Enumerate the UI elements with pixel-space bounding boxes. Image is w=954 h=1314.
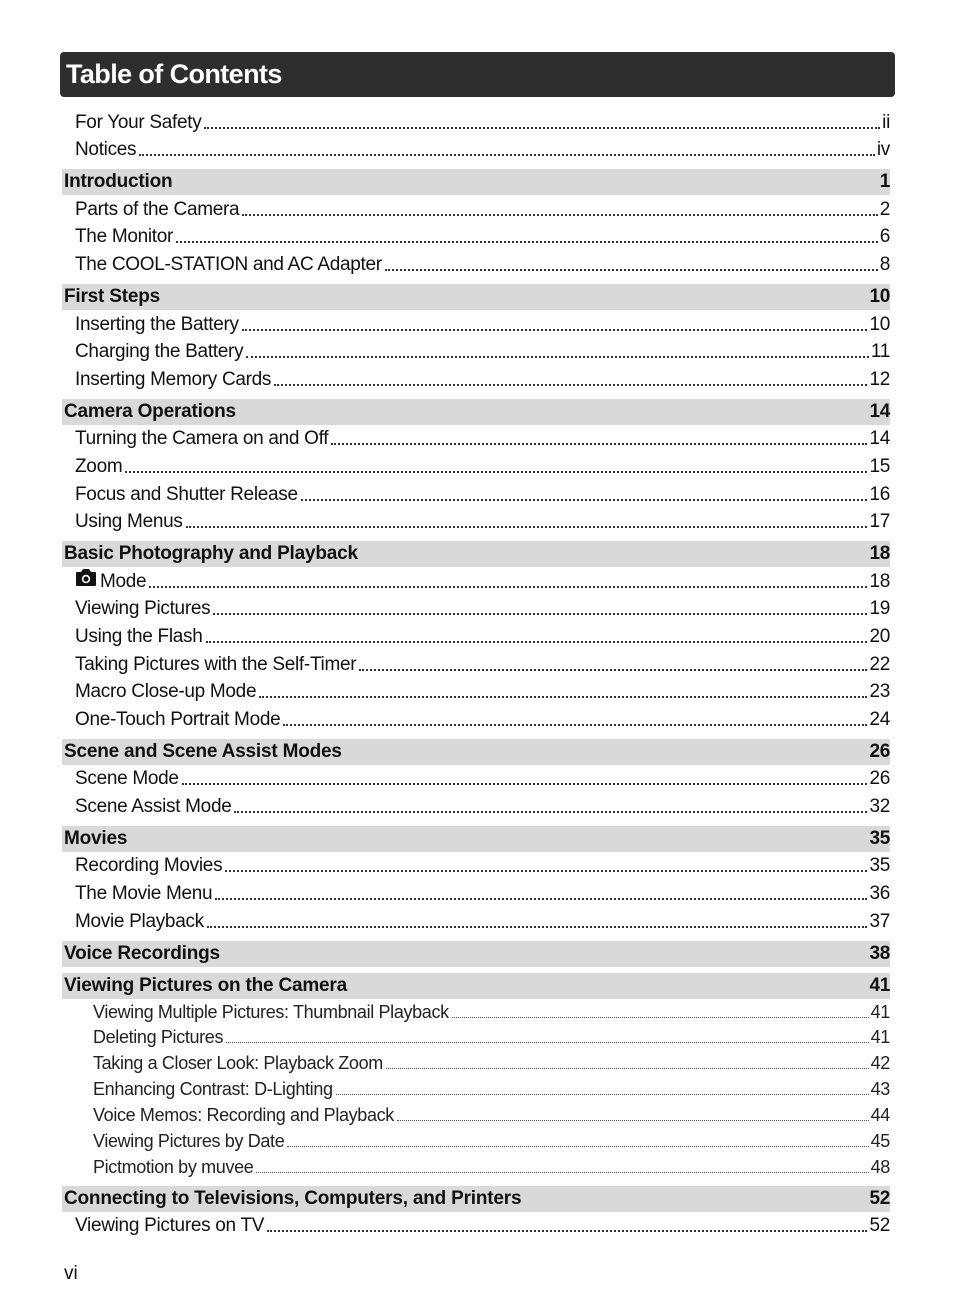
dot-leader: [139, 154, 875, 156]
dot-leader: [336, 1094, 869, 1095]
toc-page-number: 52: [869, 1187, 890, 1209]
toc-page-number: 42: [870, 1053, 890, 1074]
toc-section-connecting-to-televisions-computers-and-printers[interactable]: [62, 1186, 890, 1212]
dot-leader: [397, 1120, 869, 1121]
toc-entry-using-menus[interactable]: [62, 508, 890, 536]
dot-leader: [267, 1230, 867, 1232]
toc-page-number: 35: [869, 855, 890, 877]
toc-entry-the-cool-station-and-ac-adapter[interactable]: [62, 250, 890, 278]
toc-label: Movie Playback: [75, 910, 204, 932]
toc-label: Scene Assist Mode: [75, 795, 232, 817]
toc-page-number: 41: [869, 974, 890, 996]
toc-label: Focus and Shutter Release: [75, 483, 298, 505]
dot-leader: [283, 724, 867, 726]
dot-leader: [242, 214, 877, 216]
toc-label: Viewing Pictures on the Camera: [64, 974, 347, 996]
dot-leader: [287, 1146, 868, 1147]
dot-leader: [452, 1017, 869, 1018]
dot-leader: [301, 499, 868, 501]
toc-label: Camera Operations: [64, 400, 236, 422]
camera-icon: [75, 567, 97, 593]
dot-leader: [386, 1068, 869, 1069]
toc-page-number: 14: [869, 400, 890, 422]
toc-label: Pictmotion by muvee: [93, 1156, 254, 1177]
toc-label: Mode: [100, 570, 147, 592]
toc-label: Taking a Closer Look: Playback Zoom: [93, 1053, 383, 1074]
toc-label: Recording Movies: [75, 855, 223, 877]
toc-entry-the-monitor[interactable]: [62, 223, 890, 251]
toc-label: Using the Flash: [75, 625, 203, 647]
toc-page-number: 19: [869, 598, 890, 620]
toc-label: For Your Safety: [75, 111, 202, 133]
toc-label: Viewing Pictures by Date: [93, 1131, 285, 1151]
dot-leader: [207, 926, 868, 928]
toc-label: Inserting the Battery: [75, 313, 239, 335]
toc-label: Deleting Pictures: [93, 1027, 224, 1048]
toc-entry-the-movie-menu[interactable]: [62, 879, 890, 907]
toc-page-number: 41: [870, 1001, 890, 1022]
dot-leader: [274, 384, 867, 386]
toc-page-number: 2: [879, 198, 890, 220]
toc-label: Viewing Pictures: [75, 598, 211, 620]
toc-entry-parts-of-the-camera[interactable]: [62, 195, 890, 223]
toc-label: Scene Mode: [75, 768, 179, 790]
toc-label: The Movie Menu: [75, 883, 213, 905]
toc-label: The COOL-STATION and AC Adapter: [75, 253, 382, 275]
toc-page-number: 20: [869, 625, 890, 647]
toc-page-number: 18: [869, 570, 890, 592]
dot-leader: [182, 783, 868, 785]
toc-page-number: 26: [869, 768, 890, 790]
toc-entry-voice-memos-recording-and-playback[interactable]: [62, 1102, 890, 1128]
dot-leader: [149, 586, 867, 588]
toc-label: Voice Memos: Recording and Playback: [93, 1105, 394, 1126]
toc-label: Turning the Camera on and Off: [75, 428, 329, 450]
toc-section-introduction[interactable]: [62, 169, 890, 195]
toc-page-number: 1: [879, 171, 890, 193]
toc-page-number: 10: [869, 313, 890, 335]
toc-page-number: 6: [879, 226, 890, 248]
toc-entry-inserting-the-battery[interactable]: [62, 310, 890, 338]
toc-page-number: 24: [869, 708, 890, 730]
toc-page-number: 17: [869, 511, 890, 533]
toc-label: Viewing Pictures on TV: [75, 1215, 265, 1237]
toc-page-number: 45: [870, 1131, 890, 1151]
toc-label: Inserting Memory Cards: [75, 368, 272, 390]
toc-label: Parts of the Camera: [75, 198, 240, 220]
page-title: Table of Contents: [66, 59, 282, 89]
toc-section-movies[interactable]: [62, 826, 890, 852]
dot-leader: [259, 696, 867, 698]
toc-label: One-Touch Portrait Mode: [75, 708, 281, 730]
toc-label: Basic Photography and Playback: [64, 543, 358, 565]
toc-label: Notices: [75, 139, 137, 161]
toc-entry-using-the-flash[interactable]: [62, 622, 890, 650]
dot-leader: [176, 241, 878, 243]
dot-leader: [234, 811, 867, 813]
toc-page-number: 8: [879, 253, 890, 275]
toc-page-number: 41: [870, 1027, 890, 1048]
toc-entry-scene-mode[interactable]: [62, 765, 890, 793]
dot-leader: [213, 613, 867, 615]
dot-leader: [215, 898, 867, 900]
toc-page-number: 18: [869, 543, 890, 565]
toc-entry-taking-a-closer-look-playback-zoom[interactable]: [62, 1050, 890, 1076]
toc-page-number: 15: [869, 455, 890, 477]
dot-leader: [186, 526, 868, 528]
toc-section-camera-operations[interactable]: [62, 399, 890, 425]
toc-entry-viewing-pictures-on-tv[interactable]: [62, 1212, 890, 1240]
toc-entry-zoom[interactable]: [62, 452, 890, 480]
toc-page-number: 10: [869, 285, 890, 307]
toc-entry-deleting-pictures[interactable]: [62, 1025, 890, 1051]
toc-label: Zoom: [75, 455, 123, 477]
toc-page-number: ii: [882, 111, 890, 133]
toc-entry-viewing-multiple-pictures-thumbnail-playback[interactable]: [62, 999, 890, 1025]
toc-page-number: 26: [869, 740, 890, 762]
toc-label: Macro Close-up Mode: [75, 681, 257, 703]
toc-page-number: 11: [870, 341, 890, 363]
toc-entry-viewing-pictures-by-date[interactable]: [62, 1128, 890, 1154]
toc-entry-movie-playback[interactable]: [62, 907, 890, 935]
toc-page-number: 12: [869, 368, 890, 390]
dot-leader: [242, 329, 868, 331]
toc-page-number: 48: [870, 1156, 890, 1177]
toc-label: First Steps: [64, 285, 160, 307]
toc-page-number: 35: [869, 827, 890, 849]
toc-entry-recording-movies[interactable]: [62, 852, 890, 880]
toc-label: Enhancing Contrast: D-Lighting: [93, 1079, 333, 1100]
toc-section-voice-recordings[interactable]: [62, 941, 890, 967]
toc-entry-macro-close-up-mode[interactable]: [62, 678, 890, 706]
toc-label: Taking Pictures with the Self-Timer: [75, 653, 357, 675]
toc-section-viewing-pictures-on-the-camera[interactable]: [62, 973, 890, 999]
toc-page-number: 22: [869, 653, 890, 675]
dot-leader: [204, 127, 880, 129]
toc-page-number: iv: [876, 139, 890, 161]
toc-entry-focus-and-shutter-release[interactable]: [62, 480, 890, 508]
toc-section-scene-and-scene-assist-modes[interactable]: [62, 739, 890, 765]
toc-page-number: 44: [870, 1105, 890, 1126]
page-number: vi: [64, 1263, 78, 1284]
toc-entry-mode[interactable]: [62, 567, 890, 595]
dot-leader: [256, 1172, 868, 1173]
dot-leader: [125, 471, 867, 473]
toc-entry-scene-assist-mode[interactable]: [62, 792, 890, 820]
toc-page-number: 32: [869, 795, 890, 817]
dot-leader: [385, 269, 878, 271]
toc-entry-enhancing-contrast-d-lighting[interactable]: [62, 1076, 890, 1102]
toc-entry-one-touch-portrait-mode[interactable]: [62, 705, 890, 733]
toc-entry-taking-pictures-with-the-self-timer[interactable]: [62, 650, 890, 678]
dot-leader: [359, 669, 867, 671]
toc-page-number: 36: [869, 883, 890, 905]
toc-section-basic-photography-and-playback[interactable]: [62, 541, 890, 567]
toc-entry-charging-the-battery[interactable]: [62, 338, 890, 366]
toc-label: Charging the Battery: [75, 341, 244, 363]
toc-label: The Monitor: [75, 226, 174, 248]
toc-page-number: 38: [869, 942, 890, 964]
toc-entry-inserting-memory-cards[interactable]: [62, 365, 890, 393]
toc-page-number: 14: [869, 428, 890, 450]
toc-section-first-steps[interactable]: [62, 284, 890, 310]
dot-leader: [226, 1042, 868, 1043]
dot-leader: [246, 356, 869, 358]
table-of-contents: [62, 108, 890, 1239]
toc-entry-pictmotion-by-muvee[interactable]: [62, 1154, 890, 1180]
dot-leader: [331, 443, 867, 445]
toc-page-number: 52: [869, 1215, 890, 1237]
toc-label: Using Menus: [75, 511, 183, 533]
toc-page-number: 37: [869, 910, 890, 932]
toc-entry-for-your-safety[interactable]: [62, 108, 890, 136]
toc-page-number: 43: [870, 1079, 890, 1100]
dot-leader: [225, 870, 867, 872]
toc-entry-viewing-pictures[interactable]: [62, 595, 890, 623]
toc-label: Viewing Multiple Pictures: Thumbnail Playback: [93, 1001, 449, 1022]
toc-label: Introduction: [64, 171, 173, 193]
toc-label: Voice Recordings: [64, 942, 220, 964]
title-bar: [60, 52, 895, 97]
toc-entry-notices[interactable]: [62, 136, 890, 164]
toc-page-number: 16: [869, 483, 890, 505]
toc-entry-turning-the-camera-on-and-off[interactable]: [62, 425, 890, 453]
toc-page-number: 23: [869, 681, 890, 703]
dot-leader: [206, 641, 868, 643]
toc-label: Connecting to Televisions, Computers, and Printers: [64, 1187, 522, 1209]
toc-label: Movies: [64, 827, 128, 849]
toc-label: Scene and Scene Assist Modes: [64, 740, 342, 762]
